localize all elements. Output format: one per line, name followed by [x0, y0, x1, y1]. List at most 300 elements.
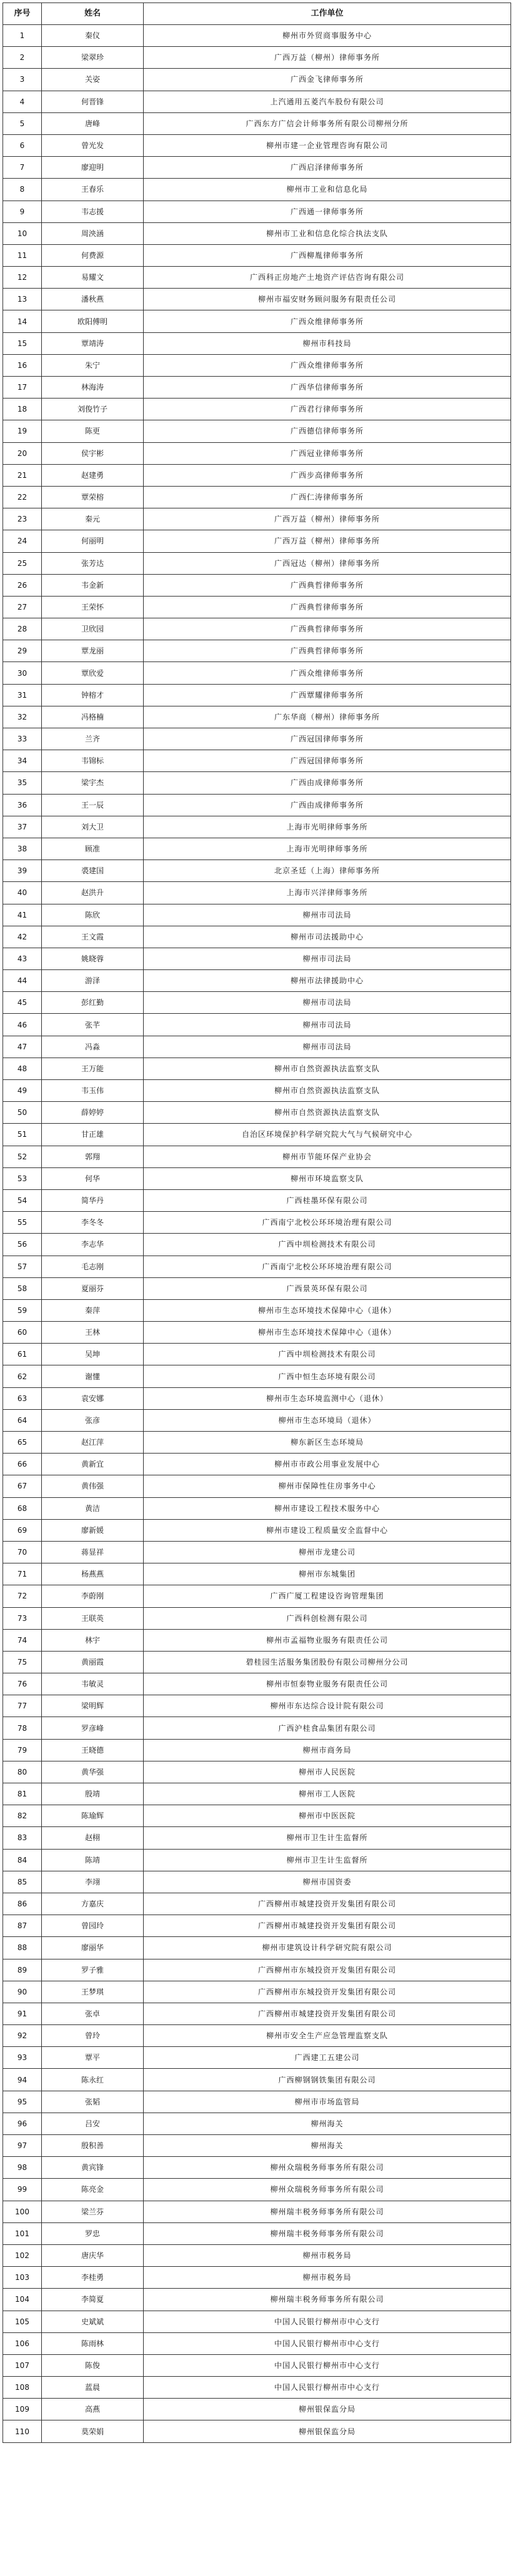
- row-number-cell: 70: [3, 1541, 42, 1563]
- row-name-cell: 杨燕燕: [42, 1563, 144, 1585]
- row-unit-cell: 广西广厦工程建设咨询管理集团: [144, 1585, 511, 1607]
- table-row: [3, 2091, 511, 2113]
- row-number-cell: 49: [3, 1080, 42, 1102]
- row-name-cell: 刘大卫: [42, 816, 144, 838]
- table-row: [3, 1739, 511, 1761]
- row-name-cell: 陈雨林: [42, 2332, 144, 2354]
- row-name-cell: 陈俊: [42, 2354, 144, 2376]
- table-row: [3, 640, 511, 662]
- row-number-cell: 4: [3, 91, 42, 112]
- table-row: [3, 508, 511, 530]
- table-row: [3, 1036, 511, 1058]
- row-name-cell: 陈更: [42, 420, 144, 442]
- row-name-cell: 王林: [42, 1322, 144, 1344]
- row-name-cell: 王万能: [42, 1058, 144, 1079]
- row-name-cell: 王文霞: [42, 926, 144, 948]
- row-unit-cell: 柳州市工业和信息化局: [144, 179, 511, 201]
- row-number-cell: 68: [3, 1497, 42, 1519]
- table-row: [3, 69, 511, 91]
- table-row: [3, 1497, 511, 1519]
- table-row: [3, 1409, 511, 1431]
- table-row: [3, 1893, 511, 1915]
- row-unit-cell: 广西万益（柳州）律师事务所: [144, 47, 511, 69]
- row-name-cell: 方嘉庆: [42, 1893, 144, 1915]
- row-name-cell: 张卓: [42, 2003, 144, 2024]
- row-unit-cell: 柳州市建筑设计科学研究院有限公司: [144, 1937, 511, 1959]
- row-name-cell: 韦玉伟: [42, 1080, 144, 1102]
- row-number-cell: 43: [3, 948, 42, 969]
- row-name-cell: 李翊: [42, 1871, 144, 1893]
- row-unit-cell: 柳州市建设工程技术服务中心: [144, 1497, 511, 1519]
- table-row: [3, 816, 511, 838]
- row-name-cell: 覃平: [42, 2047, 144, 2069]
- row-name-cell: 王联英: [42, 1607, 144, 1629]
- row-number-cell: 106: [3, 2332, 42, 2354]
- table-row: [3, 2377, 511, 2399]
- table-row: [3, 1673, 511, 1695]
- row-unit-cell: 柳州市生态环境技术保障中心（退休）: [144, 1322, 511, 1344]
- table-row: [3, 882, 511, 904]
- row-unit-cell: 柳州市卫生计生监督所: [144, 1849, 511, 1871]
- row-name-cell: 何晋锋: [42, 91, 144, 112]
- column-header-no: 序号: [3, 3, 42, 25]
- row-number-cell: 39: [3, 860, 42, 882]
- row-number-cell: 13: [3, 289, 42, 310]
- row-unit-cell: 柳州市国资委: [144, 1871, 511, 1893]
- row-name-cell: 何丽明: [42, 530, 144, 552]
- row-name-cell: 陈亮金: [42, 2179, 144, 2201]
- row-number-cell: 87: [3, 1915, 42, 1937]
- row-unit-cell: 柳州市司法局: [144, 1036, 511, 1058]
- row-name-cell: 王春乐: [42, 179, 144, 201]
- row-number-cell: 59: [3, 1299, 42, 1321]
- table-row: [3, 684, 511, 706]
- row-number-cell: 109: [3, 2399, 42, 2420]
- row-name-cell: 廖迎明: [42, 157, 144, 179]
- row-name-cell: 张彦: [42, 1409, 144, 1431]
- row-name-cell: 秦仪: [42, 25, 144, 47]
- row-name-cell: 罗忠: [42, 2222, 144, 2244]
- row-number-cell: 31: [3, 684, 42, 706]
- row-name-cell: 莫荣娟: [42, 2420, 144, 2442]
- table-row: [3, 25, 511, 47]
- row-unit-cell: 北京圣廷（上海）律师事务所: [144, 860, 511, 882]
- row-unit-cell: 柳州市司法援助中心: [144, 926, 511, 948]
- row-name-cell: 韦志援: [42, 201, 144, 222]
- row-number-cell: 30: [3, 662, 42, 684]
- row-number-cell: 6: [3, 134, 42, 156]
- table-row: [3, 1277, 511, 1299]
- row-name-cell: 裘建国: [42, 860, 144, 882]
- row-unit-cell: 柳州银保监分局: [144, 2420, 511, 2442]
- row-unit-cell: 广西通一律师事务所: [144, 201, 511, 222]
- row-unit-cell: 广西冠达（柳州）律师事务所: [144, 552, 511, 574]
- table-row: [3, 1607, 511, 1629]
- row-number-cell: 10: [3, 222, 42, 244]
- row-number-cell: 67: [3, 1475, 42, 1497]
- row-unit-cell: 柳州市生态环境监测中心（退休）: [144, 1387, 511, 1409]
- table-row: [3, 860, 511, 882]
- row-unit-cell: 柳州市税务局: [144, 2267, 511, 2289]
- table-row: [3, 464, 511, 486]
- table-row: [3, 596, 511, 618]
- row-number-cell: 65: [3, 1432, 42, 1454]
- row-number-cell: 50: [3, 1102, 42, 1124]
- row-unit-cell: 广西典哲律师事务所: [144, 640, 511, 662]
- row-number-cell: 105: [3, 2311, 42, 2332]
- row-unit-cell: 柳州瑞丰税务师事务所有限公司: [144, 2222, 511, 2244]
- row-name-cell: 简华丹: [42, 1189, 144, 1211]
- row-name-cell: 赵建勇: [42, 464, 144, 486]
- row-number-cell: 71: [3, 1563, 42, 1585]
- table-row: [3, 1014, 511, 1036]
- row-unit-cell: 广西由成律师事务所: [144, 794, 511, 816]
- row-number-cell: 25: [3, 552, 42, 574]
- row-name-cell: 毛志刚: [42, 1256, 144, 1277]
- row-number-cell: 64: [3, 1409, 42, 1431]
- table-row: [3, 2267, 511, 2289]
- row-unit-cell: 柳州市生态环境局（退休）: [144, 1409, 511, 1431]
- table-row: [3, 267, 511, 289]
- row-unit-cell: 柳州市东城集团: [144, 1563, 511, 1585]
- row-number-cell: 23: [3, 508, 42, 530]
- row-name-cell: 秦萍: [42, 1299, 144, 1321]
- row-unit-cell: 广西万益（柳州）律师事务所: [144, 508, 511, 530]
- table-row: [3, 1234, 511, 1256]
- row-number-cell: 55: [3, 1212, 42, 1234]
- row-name-cell: 覃靖涛: [42, 332, 144, 354]
- row-number-cell: 20: [3, 442, 42, 464]
- row-number-cell: 108: [3, 2377, 42, 2399]
- row-unit-cell: 广西柳州市东城投资开发集团有限公司: [144, 1959, 511, 1981]
- row-unit-cell: 广西典哲律师事务所: [144, 574, 511, 596]
- row-number-cell: 3: [3, 69, 42, 91]
- row-number-cell: 89: [3, 1959, 42, 1981]
- row-unit-cell: 广西冠业律师事务所: [144, 442, 511, 464]
- row-number-cell: 81: [3, 1783, 42, 1805]
- row-name-cell: 梁宇杰: [42, 772, 144, 794]
- row-name-cell: 冯淼: [42, 1036, 144, 1058]
- row-name-cell: 廖新媛: [42, 1519, 144, 1541]
- row-name-cell: 覃欣爱: [42, 662, 144, 684]
- row-number-cell: 32: [3, 706, 42, 728]
- row-unit-cell: 广西众维律师事务所: [144, 354, 511, 376]
- table-row: [3, 332, 511, 354]
- table-row: [3, 420, 511, 442]
- row-number-cell: 36: [3, 794, 42, 816]
- table-row: [3, 112, 511, 134]
- table-body: [3, 25, 511, 2443]
- row-number-cell: 21: [3, 464, 42, 486]
- row-unit-cell: 碧桂园生活服务集团股份有限公司柳州分公司: [144, 1651, 511, 1673]
- row-unit-cell: 柳州海关: [144, 2113, 511, 2134]
- row-name-cell: 薛婷婷: [42, 1102, 144, 1124]
- row-unit-cell: 广西万益（柳州）律师事务所: [144, 530, 511, 552]
- row-number-cell: 54: [3, 1189, 42, 1211]
- row-name-cell: 易耀文: [42, 267, 144, 289]
- row-name-cell: 黄丽霞: [42, 1651, 144, 1673]
- row-number-cell: 74: [3, 1629, 42, 1651]
- row-number-cell: 66: [3, 1454, 42, 1475]
- table-row: [3, 1102, 511, 1124]
- row-name-cell: 覃荣榕: [42, 486, 144, 508]
- row-name-cell: 陈永红: [42, 2069, 144, 2091]
- row-number-cell: 102: [3, 2244, 42, 2266]
- row-unit-cell: 柳州市安全生产应急管理监察支队: [144, 2025, 511, 2047]
- row-number-cell: 12: [3, 267, 42, 289]
- table-row: [3, 794, 511, 816]
- row-name-cell: 张芊: [42, 1014, 144, 1036]
- table-row: [3, 310, 511, 332]
- row-number-cell: 92: [3, 2025, 42, 2047]
- table-row: [3, 1937, 511, 1959]
- row-name-cell: 欧阳傅明: [42, 310, 144, 332]
- row-unit-cell: 广西步高律师事务所: [144, 464, 511, 486]
- row-name-cell: 赵洪升: [42, 882, 144, 904]
- table-row: [3, 2289, 511, 2311]
- row-unit-cell: 柳州市建设工程质量安全监督中心: [144, 1519, 511, 1541]
- table-row: [3, 904, 511, 926]
- table-row: [3, 1783, 511, 1805]
- row-name-cell: 钟榕才: [42, 684, 144, 706]
- row-unit-cell: 广西柳州市城建投资开发集团有限公司: [144, 1915, 511, 1937]
- row-name-cell: 史斌斌: [42, 2311, 144, 2332]
- row-name-cell: 陈靖: [42, 1849, 144, 1871]
- row-number-cell: 44: [3, 970, 42, 992]
- row-name-cell: 郭翔: [42, 1146, 144, 1167]
- row-name-cell: 韦金新: [42, 574, 144, 596]
- table-row: [3, 377, 511, 399]
- row-number-cell: 19: [3, 420, 42, 442]
- row-number-cell: 7: [3, 157, 42, 179]
- table-row: [3, 2179, 511, 2201]
- row-name-cell: 游泽: [42, 970, 144, 992]
- row-number-cell: 37: [3, 816, 42, 838]
- row-unit-cell: 广西南宁北校公环环境治理有限公司: [144, 1212, 511, 1234]
- row-number-cell: 40: [3, 882, 42, 904]
- row-number-cell: 61: [3, 1344, 42, 1365]
- row-unit-cell: 柳州瑞丰税务师事务所有限公司: [144, 2289, 511, 2311]
- row-number-cell: 38: [3, 838, 42, 859]
- table-row: [3, 1871, 511, 1893]
- row-name-cell: 张芳达: [42, 552, 144, 574]
- table-row: [3, 442, 511, 464]
- row-number-cell: 97: [3, 2135, 42, 2157]
- row-number-cell: 41: [3, 904, 42, 926]
- row-name-cell: 王一辰: [42, 794, 144, 816]
- row-number-cell: 69: [3, 1519, 42, 1541]
- row-number-cell: 48: [3, 1058, 42, 1079]
- table-row: [3, 134, 511, 156]
- row-name-cell: 林宇: [42, 1629, 144, 1651]
- table-row: [3, 91, 511, 112]
- row-number-cell: 46: [3, 1014, 42, 1036]
- table-row: [3, 1124, 511, 1146]
- row-name-cell: 蓝晨: [42, 2377, 144, 2399]
- row-name-cell: 曾园玲: [42, 1915, 144, 1937]
- row-unit-cell: 柳州市工人医院: [144, 1783, 511, 1805]
- row-unit-cell: 广西科创检测有限公司: [144, 1607, 511, 1629]
- column-header-name: 姓名: [42, 3, 144, 25]
- row-unit-cell: 柳州市税务局: [144, 2244, 511, 2266]
- row-unit-cell: 广西众维律师事务所: [144, 662, 511, 684]
- row-unit-cell: 上海市兴洋律师事务所: [144, 882, 511, 904]
- table-row: [3, 244, 511, 266]
- row-name-cell: 甘正雄: [42, 1124, 144, 1146]
- row-name-cell: 吕安: [42, 2113, 144, 2134]
- row-number-cell: 47: [3, 1036, 42, 1058]
- row-unit-cell: 柳州市自然资源执法监察支队: [144, 1080, 511, 1102]
- row-name-cell: 王梦琪: [42, 1981, 144, 2003]
- row-name-cell: 殷靖: [42, 1783, 144, 1805]
- row-number-cell: 35: [3, 772, 42, 794]
- row-number-cell: 1: [3, 25, 42, 47]
- row-name-cell: 韦敏灵: [42, 1673, 144, 1695]
- row-unit-cell: 柳州市生态环境技术保障中心（退休）: [144, 1299, 511, 1321]
- row-name-cell: 李冬冬: [42, 1212, 144, 1234]
- row-number-cell: 99: [3, 2179, 42, 2201]
- table-row: [3, 2003, 511, 2024]
- table-row: [3, 1915, 511, 1937]
- row-name-cell: 李简夏: [42, 2289, 144, 2311]
- table-row: [3, 1080, 511, 1102]
- row-name-cell: 顾准: [42, 838, 144, 859]
- row-name-cell: 黄宾锋: [42, 2157, 144, 2179]
- row-unit-cell: 广西启泽律师事务所: [144, 157, 511, 179]
- row-number-cell: 95: [3, 2091, 42, 2113]
- row-unit-cell: 柳东新区生态环境局: [144, 1432, 511, 1454]
- row-name-cell: 侯宇彬: [42, 442, 144, 464]
- row-unit-cell: 广西典哲律师事务所: [144, 618, 511, 640]
- row-number-cell: 86: [3, 1893, 42, 1915]
- row-unit-cell: 广西典哲律师事务所: [144, 596, 511, 618]
- row-number-cell: 85: [3, 1871, 42, 1893]
- row-unit-cell: 柳州市司法局: [144, 948, 511, 969]
- row-name-cell: 王晓德: [42, 1739, 144, 1761]
- row-number-cell: 91: [3, 2003, 42, 2024]
- row-unit-cell: 广西沪桂食品集团有限公司: [144, 1717, 511, 1739]
- table-row: [3, 2420, 511, 2442]
- table-row: [3, 1717, 511, 1739]
- table-row: [3, 618, 511, 640]
- table-row: [3, 1344, 511, 1365]
- row-unit-cell: 柳州瑞丰税务师事务所有限公司: [144, 2201, 511, 2222]
- row-number-cell: 52: [3, 1146, 42, 1167]
- row-unit-cell: 上海市光明律师事务所: [144, 816, 511, 838]
- row-name-cell: 黄洁: [42, 1497, 144, 1519]
- row-number-cell: 22: [3, 486, 42, 508]
- row-unit-cell: 广西华信律师事务所: [144, 377, 511, 399]
- row-number-cell: 29: [3, 640, 42, 662]
- row-name-cell: 姚晓蓉: [42, 948, 144, 969]
- row-unit-cell: 广西科正房地产土地资产评估咨询有限公司: [144, 267, 511, 289]
- row-unit-cell: 柳州市人民医院: [144, 1761, 511, 1783]
- row-unit-cell: 柳州市市场监管局: [144, 2091, 511, 2113]
- row-name-cell: 蒋显祥: [42, 1541, 144, 1563]
- row-number-cell: 75: [3, 1651, 42, 1673]
- row-number-cell: 58: [3, 1277, 42, 1299]
- row-number-cell: 100: [3, 2201, 42, 2222]
- row-number-cell: 34: [3, 750, 42, 772]
- row-number-cell: 56: [3, 1234, 42, 1256]
- row-name-cell: 唐峰: [42, 112, 144, 134]
- table-row: [3, 926, 511, 948]
- row-unit-cell: 柳州市保障性住房事务中心: [144, 1475, 511, 1497]
- row-unit-cell: 广西中圳检测技术有限公司: [144, 1234, 511, 1256]
- row-number-cell: 57: [3, 1256, 42, 1277]
- row-unit-cell: 柳州市东达综合设计院有限公司: [144, 1695, 511, 1717]
- table-row: [3, 1189, 511, 1211]
- row-number-cell: 53: [3, 1167, 42, 1189]
- table-row: [3, 728, 511, 750]
- row-unit-cell: 中国人民银行柳州市中心支行: [144, 2332, 511, 2354]
- row-name-cell: 黄伟强: [42, 1475, 144, 1497]
- table-row: [3, 1387, 511, 1409]
- table-row: [3, 1563, 511, 1585]
- row-unit-cell: 柳州市节能环保产业协会: [144, 1146, 511, 1167]
- row-number-cell: 104: [3, 2289, 42, 2311]
- table-row: [3, 1651, 511, 1673]
- row-name-cell: 李志华: [42, 1234, 144, 1256]
- table-row: [3, 2354, 511, 2376]
- row-unit-cell: 广西建工五建公司: [144, 2047, 511, 2069]
- table-row: [3, 2311, 511, 2332]
- row-number-cell: 26: [3, 574, 42, 596]
- row-number-cell: 107: [3, 2354, 42, 2376]
- row-unit-cell: 广西冠国律师事务所: [144, 750, 511, 772]
- row-unit-cell: 柳州市司法局: [144, 904, 511, 926]
- row-number-cell: 98: [3, 2157, 42, 2179]
- row-name-cell: 冯格楠: [42, 706, 144, 728]
- row-number-cell: 2: [3, 47, 42, 69]
- row-number-cell: 8: [3, 179, 42, 201]
- table-row: [3, 1761, 511, 1783]
- row-unit-cell: 广西金飞律师事务所: [144, 69, 511, 91]
- row-name-cell: 韦锦标: [42, 750, 144, 772]
- row-number-cell: 5: [3, 112, 42, 134]
- table-row: [3, 2047, 511, 2069]
- row-name-cell: 唐庆华: [42, 2244, 144, 2266]
- table-row: [3, 2244, 511, 2266]
- table-row: [3, 706, 511, 728]
- row-unit-cell: 广西东方广信会计师事务所有限公司柳州分所: [144, 112, 511, 134]
- row-number-cell: 63: [3, 1387, 42, 1409]
- row-number-cell: 42: [3, 926, 42, 948]
- row-unit-cell: 广西中恒生态环境有限公司: [144, 1365, 511, 1387]
- row-unit-cell: 广西柳州市城建投资开发集团有限公司: [144, 1893, 511, 1915]
- row-number-cell: 18: [3, 399, 42, 420]
- row-name-cell: 罗子雅: [42, 1959, 144, 1981]
- table-row: [3, 2399, 511, 2420]
- row-name-cell: 兰齐: [42, 728, 144, 750]
- row-unit-cell: 中国人民银行柳州市中心支行: [144, 2311, 511, 2332]
- row-unit-cell: 广西众维律师事务所: [144, 310, 511, 332]
- row-unit-cell: 柳州市自然资源执法监察支队: [144, 1058, 511, 1079]
- row-unit-cell: 柳州市市政公用事业发展中心: [144, 1454, 511, 1475]
- row-name-cell: 王荣怀: [42, 596, 144, 618]
- row-unit-cell: 广西仁涛律师事务所: [144, 486, 511, 508]
- table-row: [3, 1454, 511, 1475]
- row-unit-cell: 中国人民银行柳州市中心支行: [144, 2377, 511, 2399]
- row-unit-cell: 柳州市卫生计生监督所: [144, 1827, 511, 1849]
- row-name-cell: 彭红勤: [42, 992, 144, 1014]
- row-unit-cell: 广西柳州市城建投资开发集团有限公司: [144, 2003, 511, 2024]
- table-row: [3, 552, 511, 574]
- table-row: [3, 2025, 511, 2047]
- table-row: [3, 1585, 511, 1607]
- row-unit-cell: 上海市光明律师事务所: [144, 838, 511, 859]
- table-row: [3, 2157, 511, 2179]
